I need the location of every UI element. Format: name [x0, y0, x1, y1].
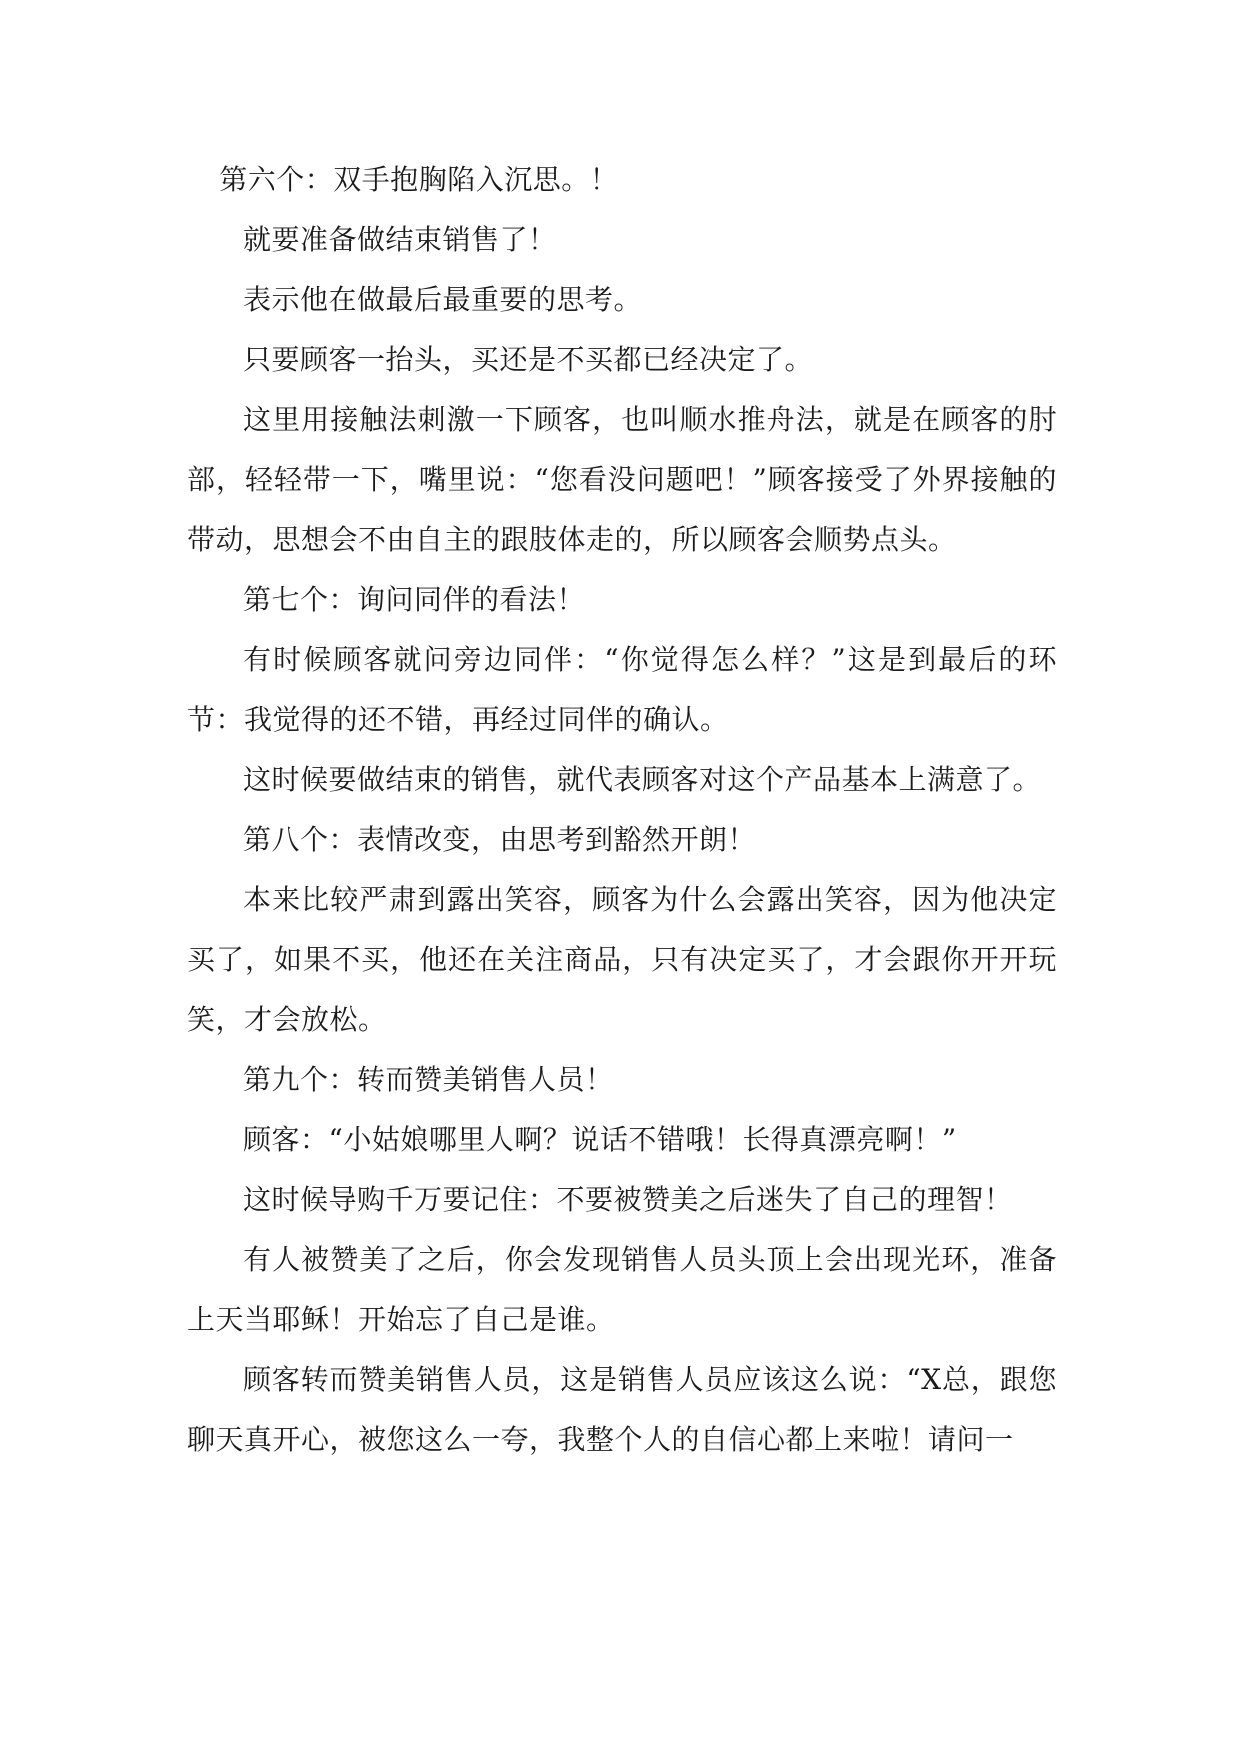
paragraph: 表示他在做最后最重要的思考。	[243, 283, 643, 316]
paragraph: 这里用接触法刺激一下顾客，也叫顺水推舟法，就是在顾客的肘部，轻轻带一下，嘴里说：“您看没问题吧！”顾客接受了外界接触的带动，思想会不由自主的跟肢体走的，所以顾客会顺势点头。	[187, 403, 1057, 556]
paragraph: 只要顾客一抬头，买还是不买都已经决定了。	[243, 343, 814, 376]
paragraph-heading-ninth: 第九个：转而赞美销售人员！	[243, 1063, 614, 1096]
paragraph: 有人被赞美了之后，你会发现销售人员头顶上会出现光环，准备上天当耶稣！开始忘了自己是谁。	[187, 1243, 1057, 1336]
document-body	[187, 150, 1057, 1470]
paragraph: 顾客：“小姑娘哪里人啊？说话不错哦！长得真漂亮啊！”	[243, 1123, 957, 1156]
paragraph: 顾客转而赞美销售人员，这是销售人员应该这么说：“X总，跟您聊天真开心，被您这么一夸，我整个人的自信心都上来啦！请问一	[187, 1363, 1057, 1456]
paragraph-heading-seventh: 第七个：询问同伴的看法！	[243, 583, 586, 616]
paragraph: 这时候要做结束的销售，就代表顾客对这个产品基本上满意了。	[243, 763, 1042, 796]
paragraph-heading-sixth: 第六个：双手抱胸陷入沉思。！	[219, 163, 619, 196]
paragraph-heading-eighth: 第八个：表情改变，由思考到豁然开朗！	[243, 823, 757, 856]
paragraph: 本来比较严肃到露出笑容，顾客为什么会露出笑容，因为他决定买了，如果不买，他还在关注商品，只有决定买了，才会跟你开开玩笑，才会放松。	[187, 883, 1057, 1036]
paragraph: 就要准备做结束销售了！	[243, 223, 557, 256]
paragraph: 这时候导购千万要记住：不要被赞美之后迷失了自己的理智！	[243, 1183, 1013, 1216]
paragraph: 有时候顾客就问旁边同伴：“你觉得怎么样？”这是到最后的环节：我觉得的还不错，再经过同伴的确认。	[187, 643, 1057, 736]
